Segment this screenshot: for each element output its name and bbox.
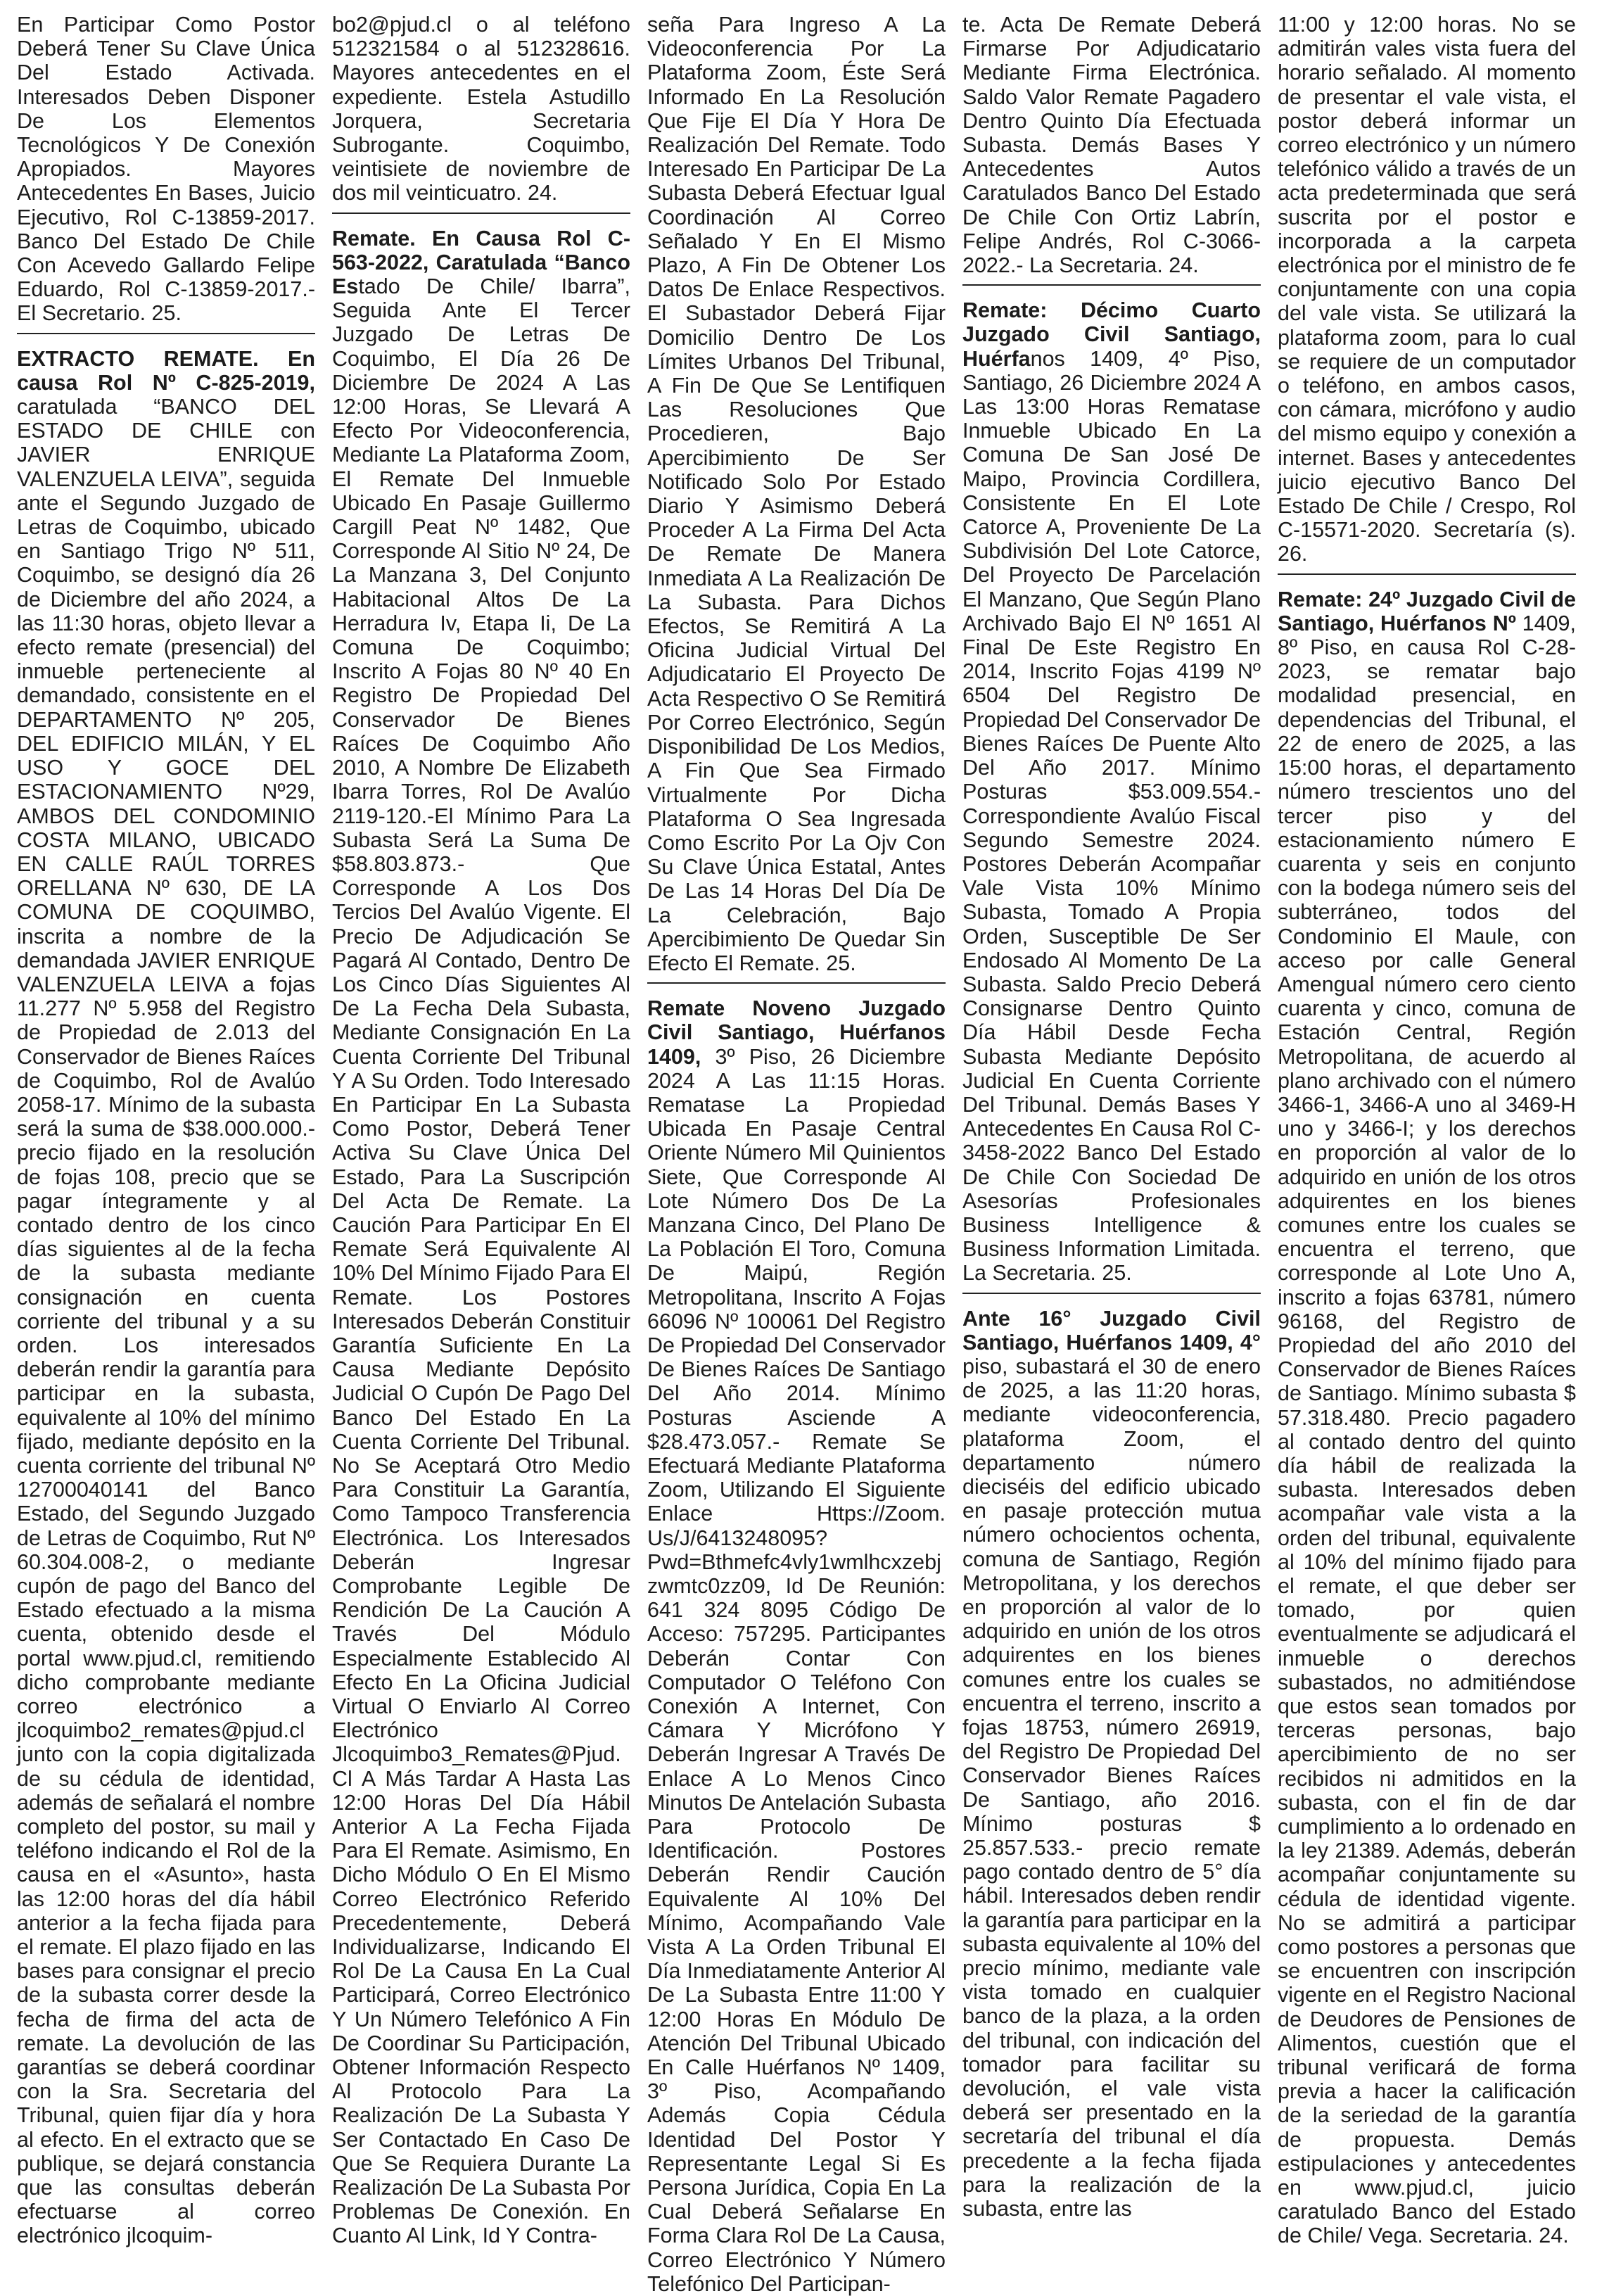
column-4 bbox=[962, 13, 1261, 2250]
notice-body: 3º Piso, 26 Diciembre 2024 A Las 11:15 Horas. Rematase La Propiedad Ubicada En Pasaje Central Oriente Número Mil Quinientos Siete, Que Corresponde Al Lote Número Dos De La Manzana Cinco, Del Plano De La Población El Toro, Comuna De Maipú, Región Metropolitana, Inscrito A Fojas 66096 Nº 100061 Del Registro De Propiedad Del Conservador De Bienes Raíces De Santiago Del Año 2014. Mínimo Posturas Asciende A $28.473.057.- Remate Se Efectuará Mediante Plataforma Zoom, Utilizando El Siguiente Enlace Https://Zoom. Us/J/6413248095?Pwd=Bthmefc4vly1wmlhcxzebjzwmtc0zz09, Id De Reunión: 641 324 8095 Código De Acceso: 757295. Participantes Deberán Contar Con Computador O Teléfono Con Conexión A Internet, Con Cámara Y Micrófono Y Deberán Ingresar A Través De Enlace A Lo Menos Cinco Minutos De Antelación Subasta Para Protocolo De Identificación. Postores Deberán Rendir Caución Equivalente Al 10% Del Mínimo, Acompañando Vale Vista A La Orden Tribunal El Día Inmediatamente Anterior Al De La Subasta Entre 11:00 Y 12:00 Horas En Módulo De Atención Del Tribunal Ubicado En Calle Huérfanos Nº 1409, 3º Piso, Acompañando Además Copia Cédula Identidad Del Postor Y Representante Legal Si Es Persona Jurídica, Copia En La Cual Deberá Señalarse En Forma Clara Rol De La Causa, Correo Electrónico Y Número Telefónico Del Participan- bbox=[647, 1044, 946, 2296]
notice-heading: Remate. En Causa Rol C-563-2022, Caratulada “Banco Es bbox=[332, 226, 630, 299]
notice-heading: Ante 16° Juzgado Civil Santiago, Huérfanos 1409, 4° bbox=[962, 1306, 1261, 1355]
notice-remate-24-juzgado bbox=[1278, 588, 1576, 2248]
column-3 bbox=[647, 13, 946, 2296]
column-1 bbox=[17, 13, 315, 2250]
notice-remate-c-563-2022 bbox=[332, 227, 630, 2248]
notice-ante-16-juzgado bbox=[962, 1307, 1261, 2221]
notice-divider bbox=[962, 284, 1261, 286]
column-2 bbox=[332, 13, 630, 2250]
notice-continuation bbox=[1278, 13, 1576, 566]
notice-divider bbox=[1278, 573, 1576, 575]
notice-heading: Remate: 24º Juzgado Civil de Santiago, Huérfanos Nº bbox=[1278, 587, 1576, 635]
notice-heading: Remate Noveno Juzgado Civil Santiago, Huérfanos 1409, bbox=[647, 996, 946, 1069]
notice-remate-noveno-juzgado bbox=[647, 996, 946, 2296]
notice-body: caratulada “BANCO DEL ESTADO DE CHILE con JAVIER ENRIQUE VALENZUELA LEIVA”, seguida ante el Segundo Juzgado de Letras de Coquimbo, ubicado en Santiago Trigo Nº 511, Coquimbo, se designó día 26 de Diciembre del año 2024, a las 11:30 horas, objeto llevar a efecto remate (presencial) del inmueble perteneciente al demandado, consistente en el DEPARTAMENTO Nº 205, DEL EDIFICIO MILÁN, Y EL USO Y GOCE DEL ESTACIONAMIENTO Nº29, AMBOS DEL CONDOMINIO COSTA MILANO, UBICADO EN CALLE RAÚL TORRES ORELLANA Nº 630, DE LA COMUNA DE COQUIMBO, inscrita a nombre de la demandada JAVIER ENRIQUE VALENZUELA LEIVA a fojas 11.277 Nº 5.958 del Registro de Propiedad de 2.013 del Conservador de Bienes Raíces de Coquimbo, Rol de Avalúo 2058-17. Mínimo de la subasta será la suma de $38.000.000.- precio fijado en la resolución de fojas 108, precio que se pagar íntegramente y al contado dentro de los cinco días siguientes al de la fecha de la subasta mediante consignación en cuenta corriente del tribunal y a su orden. Los interesados deberán rendir la garantía para participar en la subasta, equivalente al 10% del mínimo fijado, mediante depósito en la cuenta corriente del tribunal Nº 12700040141 del Banco Estado, del Segundo Juzgado de Letras de Coquimbo, Rut Nº 60.304.008-2, o mediante cupón de pago del Banco del Estado efectuado a la misma cuenta, obtenido desde el portal www.pjud.cl, remitiendo dicho comprobante mediante correo electrónico a jlcoquimbo2_remates@pjud.cl junto con la copia digitalizada de su cédula de identidad, además de señalará el nombre completo del postor, su mail y teléfono indicando el Rol de la causa en el «Asunto», hasta las 12:00 horas del día hábil anterior a la fecha fijada para el remate. El plazo fijado en las bases para consignar el precio de la subasta correr desde la fecha de firma del acta de remate. La devolución de las garantías se deberá coordinar con la Sra. Secretaria del Tribunal, quien fijar día y hora al efecto. En el extracto que se publique, se dejará constancia que las consultas deberán efectuarse al correo electrónico jlcoquim- bbox=[17, 395, 315, 2248]
column-5 bbox=[1278, 13, 1576, 2250]
notice-body: bo2@pjud.cl o al teléfono 512321584 o al 512328616. Mayores antecedentes en el expediente. Estela Astudillo Jorquera, Secretaria Subrogante. Coquimbo, veintisiete de noviembre de dos mil veinticuatro. 24. bbox=[332, 13, 630, 205]
notice-divider bbox=[647, 982, 946, 984]
notice-continuation bbox=[647, 13, 946, 975]
notice-remate-decimo-cuarto bbox=[962, 298, 1261, 1285]
notice-divider bbox=[962, 1293, 1261, 1294]
notice-body: te. Acta De Remate Deberá Firmarse Por Adjudicatario Mediante Firma Electrónica. Saldo Valor Remate Pagadero Dentro Quinto Día Efectuada Subasta. Demás Bases Y Antecedentes Autos Caratulados Banco Del Estado De Chile Con Ortiz Labrín, Felipe Andrés, Rol C-3066-2022.- La Secretaria. 24. bbox=[962, 13, 1261, 278]
notice-body: tado De Chile/ Ibarra”, Seguida Ante El Tercer Juzgado De Letras De Coquimbo, El Día 26 De Diciembre De 2024 A Las 12:00 Horas, Se Llevará A Efecto Por Videoconferencia, Mediante La Plataforma Zoom, El Remate Del Inmueble Ubicado En Pasaje Guillermo Cargill Peat Nº 1482, Que Corresponde Al Sitio Nº 24, De La Manzana 3, Del Conjunto Habitacional Altos De La Herradura Iv, Etapa Ii, De La Comuna De Coquimbo; Inscrito A Fojas 80 Nº 40 En Registro De Propiedad Del Conservador De Bienes Raíces De Coquimbo Año 2010, A Nombre De Elizabeth Ibarra Torres, Rol De Avalúo 2119-120.-El Mínimo Para La Subasta Será La Suma De $58.803.873.- Que Corresponde A Los Dos Tercios Del Avalúo Vigente. El Precio De Adjudicación Se Pagará Al Contado, Dentro De Los Cinco Días Siguientes Al De La Fecha Dela Subasta, Mediante Consignación En La Cuenta Corriente Del Tribunal Y A Su Orden. Todo Interesado En Participar En La Subasta Como Postor, Deberá Tener Activa Su Clave Única Del Estado, Para La Suscripción Del Acta De Remate. La Caución Para Participar En El Remate Será Equivalente Al 10% Del Mínimo Fijado Para El Remate. Los Postores Interesados Deberán Constituir Garantía Suficiente En La Causa Mediante Depósito Judicial O Cupón De Pago Del Banco Del Estado En La Cuenta Corriente Del Tribunal. No Se Aceptará Otro Medio Para Constituir La Garantía, Como Tampoco Transferencia Electrónica. Los Interesados Deberán Ingresar Comprobante Legible De Rendición De La Caución A Través Del Módulo Especialmente Establecido Al Efecto En La Oficina Judicial Virtual O Enviarlo Al Correo Electrónico Jlcoquimbo3_Remates@Pjud.Cl A Más Tardar A Hasta Las 12:00 Horas Del Día Hábil Anterior A La Fecha Fijada Para El Remate. Asimismo, En Dicho Módulo O En El Mismo Correo Electrónico Referido Precedentemente, Deberá Individualizarse, Indicando El Rol De La Causa En La Cual Participará, Correo Electrónico Y Un Número Telefónico A Fin De Coordinar Su Participación, Obtener Información Respecto Al Protocolo Para La Realización De La Subasta Y Ser Contactado En Caso De Que Se Requiera Durante La Realización De La Subasta Por Problemas De Conexión. En Cuanto Al Link, Id Y Contra- bbox=[332, 274, 630, 2248]
notice-heading: Remate: Décimo Cuarto Juzgado Civil Santiago, Huérfa bbox=[962, 298, 1261, 371]
notice-divider bbox=[332, 213, 630, 214]
notice-body: seña Para Ingreso A La Videoconferencia Por La Plataforma Zoom, Éste Será Informado En La Resolución Que Fije El Día Y Hora De Realización Del Remate. Todo Interesado En Participar De La Subasta Deberá Efectuar Igual Coordinación Al Correo Señalado Y En El Mismo Plazo, A Fin De Obtener Los Datos De Enlace Respectivos. El Subastador Deberá Fijar Domicilio Dentro De Los Límites Urbanos Del Tribunal, A Fin De Que Se Lentifiquen Las Resoluciones Que Procedieren, Bajo Apercibimiento De Ser Notificado Solo Por Estado Diario Y Asimismo Deberá Proceder A La Firma Del Acta De Remate De Manera Inmediata A La Realización De La Subasta. Para Dichos Efectos, Se Remitirá A La Oficina Judicial Virtual Del Adjudicatario El Proyecto De Acta Respectivo O Se Remitirá Por Correo Electrónico, Según Disponibilidad De Los Medios, A Fin Que Sea Firmado Virtualmente Por Dicha Plataforma O Sea Ingresada Como Escrito Por La Ojv Con Su Clave Única Estatal, Antes De Las 14 Horas Del Día De La Celebración, Bajo Apercibimiento De Quedar Sin Efecto El Remate. 25. bbox=[647, 13, 946, 975]
notice-continuation bbox=[962, 13, 1261, 277]
notice-body: piso, subastará el 30 de enero de 2025, a las 11:20 horas, mediante videoconferencia, plataforma Zoom, el departamento número dieciséis del edificio ubicado en pasaje protección mutua número ochocientos ochenta, comuna de Santiago, Región Metropolitana, y los derechos en proporción al valor de lo adquirido en unión de los otros adquirentes en los bienes comunes entre los cuales se encuentra el terreno, inscrito a fojas 18753, número 26919, del Registro De Propiedad Del Conservador Bienes Raíces De Santiago, año 2016. Mínimo posturas $ 25.857.533.- precio remate pago contado dentro de 5° día hábil. Interesados deben rendir la garantía para participar en la subasta equivalente al 10% del precio mínimo, mediante vale vista tomado en cualquier banco de la plaza, a la orden del tribunal, con indicación del tomador para facilitar su devolución, el vale vista deberá ser presentado en la secretaría del tribunal el día precedente a la fecha fijada para la realización de la subasta, entre las bbox=[962, 1354, 1261, 2221]
notice-heading: EXTRACTO REMATE. En causa Rol Nº C-825-2019, bbox=[17, 346, 315, 395]
notice-body: 11:00 y 12:00 horas. No se admitirán vales vista fuera del horario señalado. Al momento de presentar el vale vista, el postor deberá informar un correo electrónico y un número telefónico válido a través de un acta predeterminada que será suscrita por el postor e incorporada a la carpeta electrónica por el ministro de fe conjuntamente con una copia del vale vista. Se utilizará la plataforma zoom, para lo cual se requiere de un computador o teléfono, en ambos casos, con cámara, micrófono y audio del mismo equipo y conexión a internet. Bases y antecedentes juicio ejecutivo Banco Del Estado De Chile / Crespo, Rol C-15571-2020. Secretaría (s). 26. bbox=[1278, 13, 1576, 566]
notice-continuation bbox=[17, 13, 315, 326]
notice-body: nos 1409, 4º Piso, Santiago, 26 Diciembre 2024 A Las 13:00 Horas Rematase Inmueble Ubicado En La Comuna De San José De Maipo, Provincia Cordillera, Consistente En El Lote Catorce A, Proveniente De La Subdivisión Del Lote Catorce, Del Proyecto De Parcelación El Manzano, Que Según Plano Archivado Bajo El Nº 1651 Al Final De Este Registro En 2014, Inscrito Fojas 4199 Nº 6504 Del Registro De Propiedad Del Conservador De Bienes Raíces De Puente Alto Del Año 2017. Mínimo Posturas $53.009.554.- Correspondiente Avalúo Fiscal Segundo Semestre 2024. Postores Deberán Acompañar Vale Vista 10% Mínimo Subasta, Tomado A Propia Orden, Susceptible De Ser Endosado Al Momento De La Subasta. Saldo Precio Deberá Consignarse Dentro Quinto Día Hábil Desde Fecha Subasta Mediante Depósito Judicial En Cuenta Corriente Del Tribunal. Demás Bases Y Antecedentes En Causa Rol C-3458-2022 Banco Del Estado De Chile Con Sociedad De Asesorías Profesionales Business Intelligence & Business Information Limitada. La Secretaria. 25. bbox=[962, 346, 1261, 1286]
notice-divider bbox=[17, 333, 315, 334]
notice-body: 1409, 8º Piso, en causa Rol C-28-2023, se rematar bajo modalidad presencial, en dependencias del Tribunal, el 22 de enero de 2025, a las 15:00 horas, el departamento número trescientos uno del tercer piso y del estacionamiento número E cuarenta y seis en conjunto con la bodega número seis del subterráneo, todos del Condominio El Maule, con acceso por calle General Amengual número cero ciento cuarenta y cinco, comuna de Estación Central, Región Metropolitana, de acuerdo al plano archivado con el número 3466-1, 3466-A uno al 3469-H uno y 3466-I; y los derechos en proporción al valor de lo adquirido en unión de los otros adquirentes en los bienes comunes entre los cuales se encuentra el terreno, que corresponde al Lote Uno A, inscrito a fojas 63781, número 96168, del Registro de Propiedad del año 2010 del Conservador de Bienes Raíces de Santiago. Mínimo subasta $ 57.318.480. Precio pagadero al contado dentro del quinto día hábil de realizada la subasta. Interesados deben acompañar vale vista a la orden del tribunal, equivalente al 10% del mínimo fijado para el remate, el que deber ser tomado, por quien eventualmente se adjudicará el inmueble o derechos subastados, no admitiéndose que estos sean tomados por terceras personas, bajo apercibimiento de no ser recibidos ni admitidos en la subasta, con el fin de dar cumplimiento a lo ordenado en la ley 21389. Además, deberán acompañar conjuntamente su cédula de identidad vigente. No se admitirá a participar como postores a personas que se encuentren con inscripción vigente en el Registro Nacional de Deudores de Pensiones de Alimentos, cuestión que el tribunal verificará de forma previa a hacer la calificación de la seriedad de la garantía de propuesta. Demás estipulaciones y antecedentes en www.pjud.cl, juicio caratulado Banco del Estado de Chile/ Vega. Secretaria. 24. bbox=[1278, 611, 1576, 2248]
notice-body: En Participar Como Postor Deberá Tener Su Clave Única Del Estado Activada. Interesados Deben Disponer De Los Elementos Tecnológicos Y De Conexión Apropiados. Mayores Antecedentes En Bases, Juicio Ejecutivo, Rol C-13859-2017. Banco Del Estado De Chile Con Acevedo Gallardo Felipe Eduardo, Rol C-13859-2017.- El Secretario. 25. bbox=[17, 13, 315, 326]
notice-continuation bbox=[332, 13, 630, 205]
notice-extracto-remate bbox=[17, 347, 315, 2248]
